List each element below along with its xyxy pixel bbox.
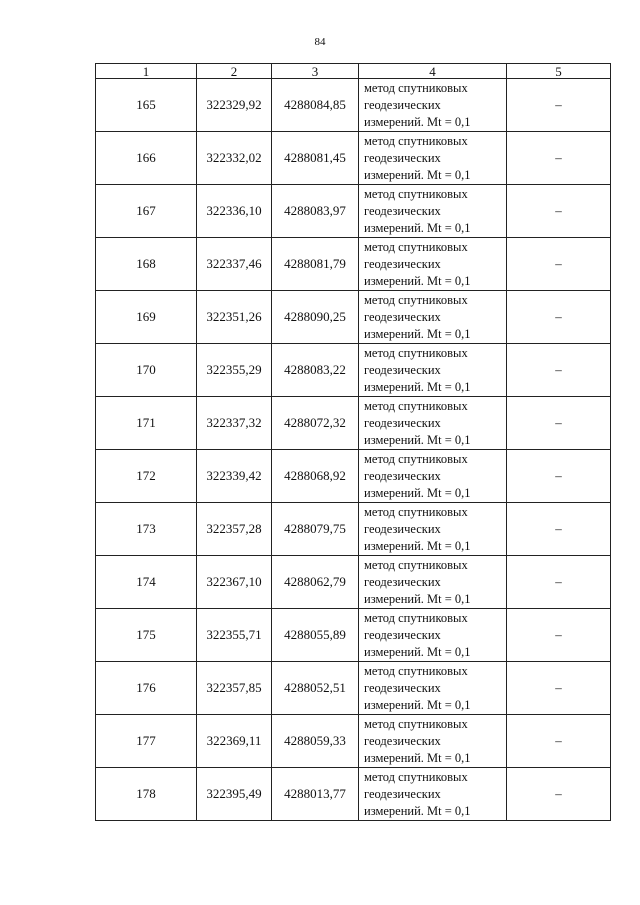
method-line: геодезических (364, 627, 441, 642)
y-coordinate-cell: 4288083,97 (272, 185, 359, 238)
method-line: метод спутниковых (364, 133, 468, 148)
method-line: метод спутниковых (364, 769, 468, 784)
table-row (96, 503, 611, 556)
method-line: метод спутниковых (364, 504, 468, 519)
method-cell (359, 503, 507, 556)
method-line: измерений. Mt = 0,1 (364, 432, 471, 447)
point-number-cell: 167 (96, 185, 197, 238)
table-row (96, 397, 611, 450)
x-coordinate-cell: 322357,85 (197, 662, 272, 715)
x-coordinate-cell: 322351,26 (197, 291, 272, 344)
method-line: геодезических (364, 150, 441, 165)
y-coordinate-cell: 4288055,89 (272, 609, 359, 662)
point-number-cell: 169 (96, 291, 197, 344)
note-cell: – (507, 238, 611, 291)
method-line: метод спутниковых (364, 398, 468, 413)
method-line: метод спутниковых (364, 451, 468, 466)
note-cell: – (507, 450, 611, 503)
method-line: измерений. Mt = 0,1 (364, 644, 471, 659)
y-coordinate-cell: 4288081,79 (272, 238, 359, 291)
y-coordinate-cell: 4288068,92 (272, 450, 359, 503)
method-line: метод спутниковых (364, 186, 468, 201)
method-cell (359, 768, 507, 821)
point-number-cell: 177 (96, 715, 197, 768)
header-col-4: 4 (359, 64, 507, 79)
method-cell (359, 715, 507, 768)
note-cell: – (507, 662, 611, 715)
method-line: геодезических (364, 256, 441, 271)
method-line: метод спутниковых (364, 663, 468, 678)
note-cell: – (507, 344, 611, 397)
x-coordinate-cell: 322369,11 (197, 715, 272, 768)
method-line: геодезических (364, 521, 441, 536)
method-cell (359, 450, 507, 503)
point-number-cell: 176 (96, 662, 197, 715)
method-line: геодезических (364, 362, 441, 377)
method-cell (359, 238, 507, 291)
header-col-3: 3 (272, 64, 359, 79)
method-line: метод спутниковых (364, 292, 468, 307)
table-body (96, 79, 611, 821)
method-cell (359, 132, 507, 185)
method-line: геодезических (364, 415, 441, 430)
point-number-cell: 174 (96, 556, 197, 609)
note-cell: – (507, 291, 611, 344)
note-cell: – (507, 768, 611, 821)
note-cell: – (507, 556, 611, 609)
method-line: геодезических (364, 786, 441, 801)
point-number-cell: 170 (96, 344, 197, 397)
point-number-cell: 178 (96, 768, 197, 821)
y-coordinate-cell: 4288081,45 (272, 132, 359, 185)
method-line: измерений. Mt = 0,1 (364, 220, 471, 235)
table-row (96, 79, 611, 132)
y-coordinate-cell: 4288059,33 (272, 715, 359, 768)
method-line: измерений. Mt = 0,1 (364, 326, 471, 341)
x-coordinate-cell: 322395,49 (197, 768, 272, 821)
table-row (96, 344, 611, 397)
method-line: геодезических (364, 733, 441, 748)
method-cell (359, 79, 507, 132)
x-coordinate-cell: 322355,29 (197, 344, 272, 397)
method-line: метод спутниковых (364, 345, 468, 360)
coordinates-table (95, 63, 611, 821)
point-number-cell: 171 (96, 397, 197, 450)
note-cell: – (507, 609, 611, 662)
point-number-cell: 175 (96, 609, 197, 662)
method-line: измерений. Mt = 0,1 (364, 379, 471, 394)
y-coordinate-cell: 4288083,22 (272, 344, 359, 397)
table-row (96, 132, 611, 185)
method-line: метод спутниковых (364, 239, 468, 254)
x-coordinate-cell: 322367,10 (197, 556, 272, 609)
method-line: измерений. Mt = 0,1 (364, 485, 471, 500)
table-row (96, 185, 611, 238)
y-coordinate-cell: 4288062,79 (272, 556, 359, 609)
x-coordinate-cell: 322329,92 (197, 79, 272, 132)
x-coordinate-cell: 322339,42 (197, 450, 272, 503)
y-coordinate-cell: 4288090,25 (272, 291, 359, 344)
table-row (96, 609, 611, 662)
method-line: геодезических (364, 309, 441, 324)
method-line: измерений. Mt = 0,1 (364, 538, 471, 553)
point-number-cell: 168 (96, 238, 197, 291)
x-coordinate-cell: 322337,32 (197, 397, 272, 450)
method-line: измерений. Mt = 0,1 (364, 273, 471, 288)
point-number-cell: 172 (96, 450, 197, 503)
table-header (96, 64, 611, 79)
table-row (96, 768, 611, 821)
y-coordinate-cell: 4288072,32 (272, 397, 359, 450)
note-cell: – (507, 185, 611, 238)
note-cell: – (507, 503, 611, 556)
method-line: геодезических (364, 97, 441, 112)
method-cell (359, 185, 507, 238)
x-coordinate-cell: 322332,02 (197, 132, 272, 185)
x-coordinate-cell: 322355,71 (197, 609, 272, 662)
y-coordinate-cell: 4288084,85 (272, 79, 359, 132)
table-row (96, 715, 611, 768)
table-row (96, 238, 611, 291)
method-line: измерений. Mt = 0,1 (364, 750, 471, 765)
method-cell (359, 662, 507, 715)
method-line: геодезических (364, 203, 441, 218)
x-coordinate-cell: 322357,28 (197, 503, 272, 556)
method-line: измерений. Mt = 0,1 (364, 697, 471, 712)
method-line: измерений. Mt = 0,1 (364, 167, 471, 182)
method-line: геодезических (364, 468, 441, 483)
y-coordinate-cell: 4288052,51 (272, 662, 359, 715)
note-cell: – (507, 79, 611, 132)
point-number-cell: 173 (96, 503, 197, 556)
method-line: метод спутниковых (364, 716, 468, 731)
x-coordinate-cell: 322337,46 (197, 238, 272, 291)
method-line: измерений. Mt = 0,1 (364, 591, 471, 606)
table-row (96, 291, 611, 344)
method-line: метод спутниковых (364, 80, 468, 95)
method-cell (359, 291, 507, 344)
page-number: 84 (314, 36, 326, 48)
point-number-cell: 166 (96, 132, 197, 185)
method-line: геодезических (364, 680, 441, 695)
table-row (96, 662, 611, 715)
header-row (96, 64, 611, 79)
note-cell: – (507, 132, 611, 185)
y-coordinate-cell: 4288013,77 (272, 768, 359, 821)
method-cell (359, 609, 507, 662)
method-line: метод спутниковых (364, 610, 468, 625)
header-col-1: 1 (96, 64, 197, 79)
note-cell: – (507, 715, 611, 768)
method-cell (359, 556, 507, 609)
method-line: геодезических (364, 574, 441, 589)
table-row (96, 450, 611, 503)
method-cell (359, 397, 507, 450)
method-line: метод спутниковых (364, 557, 468, 572)
x-coordinate-cell: 322336,10 (197, 185, 272, 238)
note-cell: – (507, 397, 611, 450)
header-col-5: 5 (507, 64, 611, 79)
table-row (96, 556, 611, 609)
header-col-2: 2 (197, 64, 272, 79)
method-line: измерений. Mt = 0,1 (364, 114, 471, 129)
y-coordinate-cell: 4288079,75 (272, 503, 359, 556)
method-line: измерений. Mt = 0,1 (364, 803, 471, 818)
method-cell (359, 344, 507, 397)
point-number-cell: 165 (96, 79, 197, 132)
